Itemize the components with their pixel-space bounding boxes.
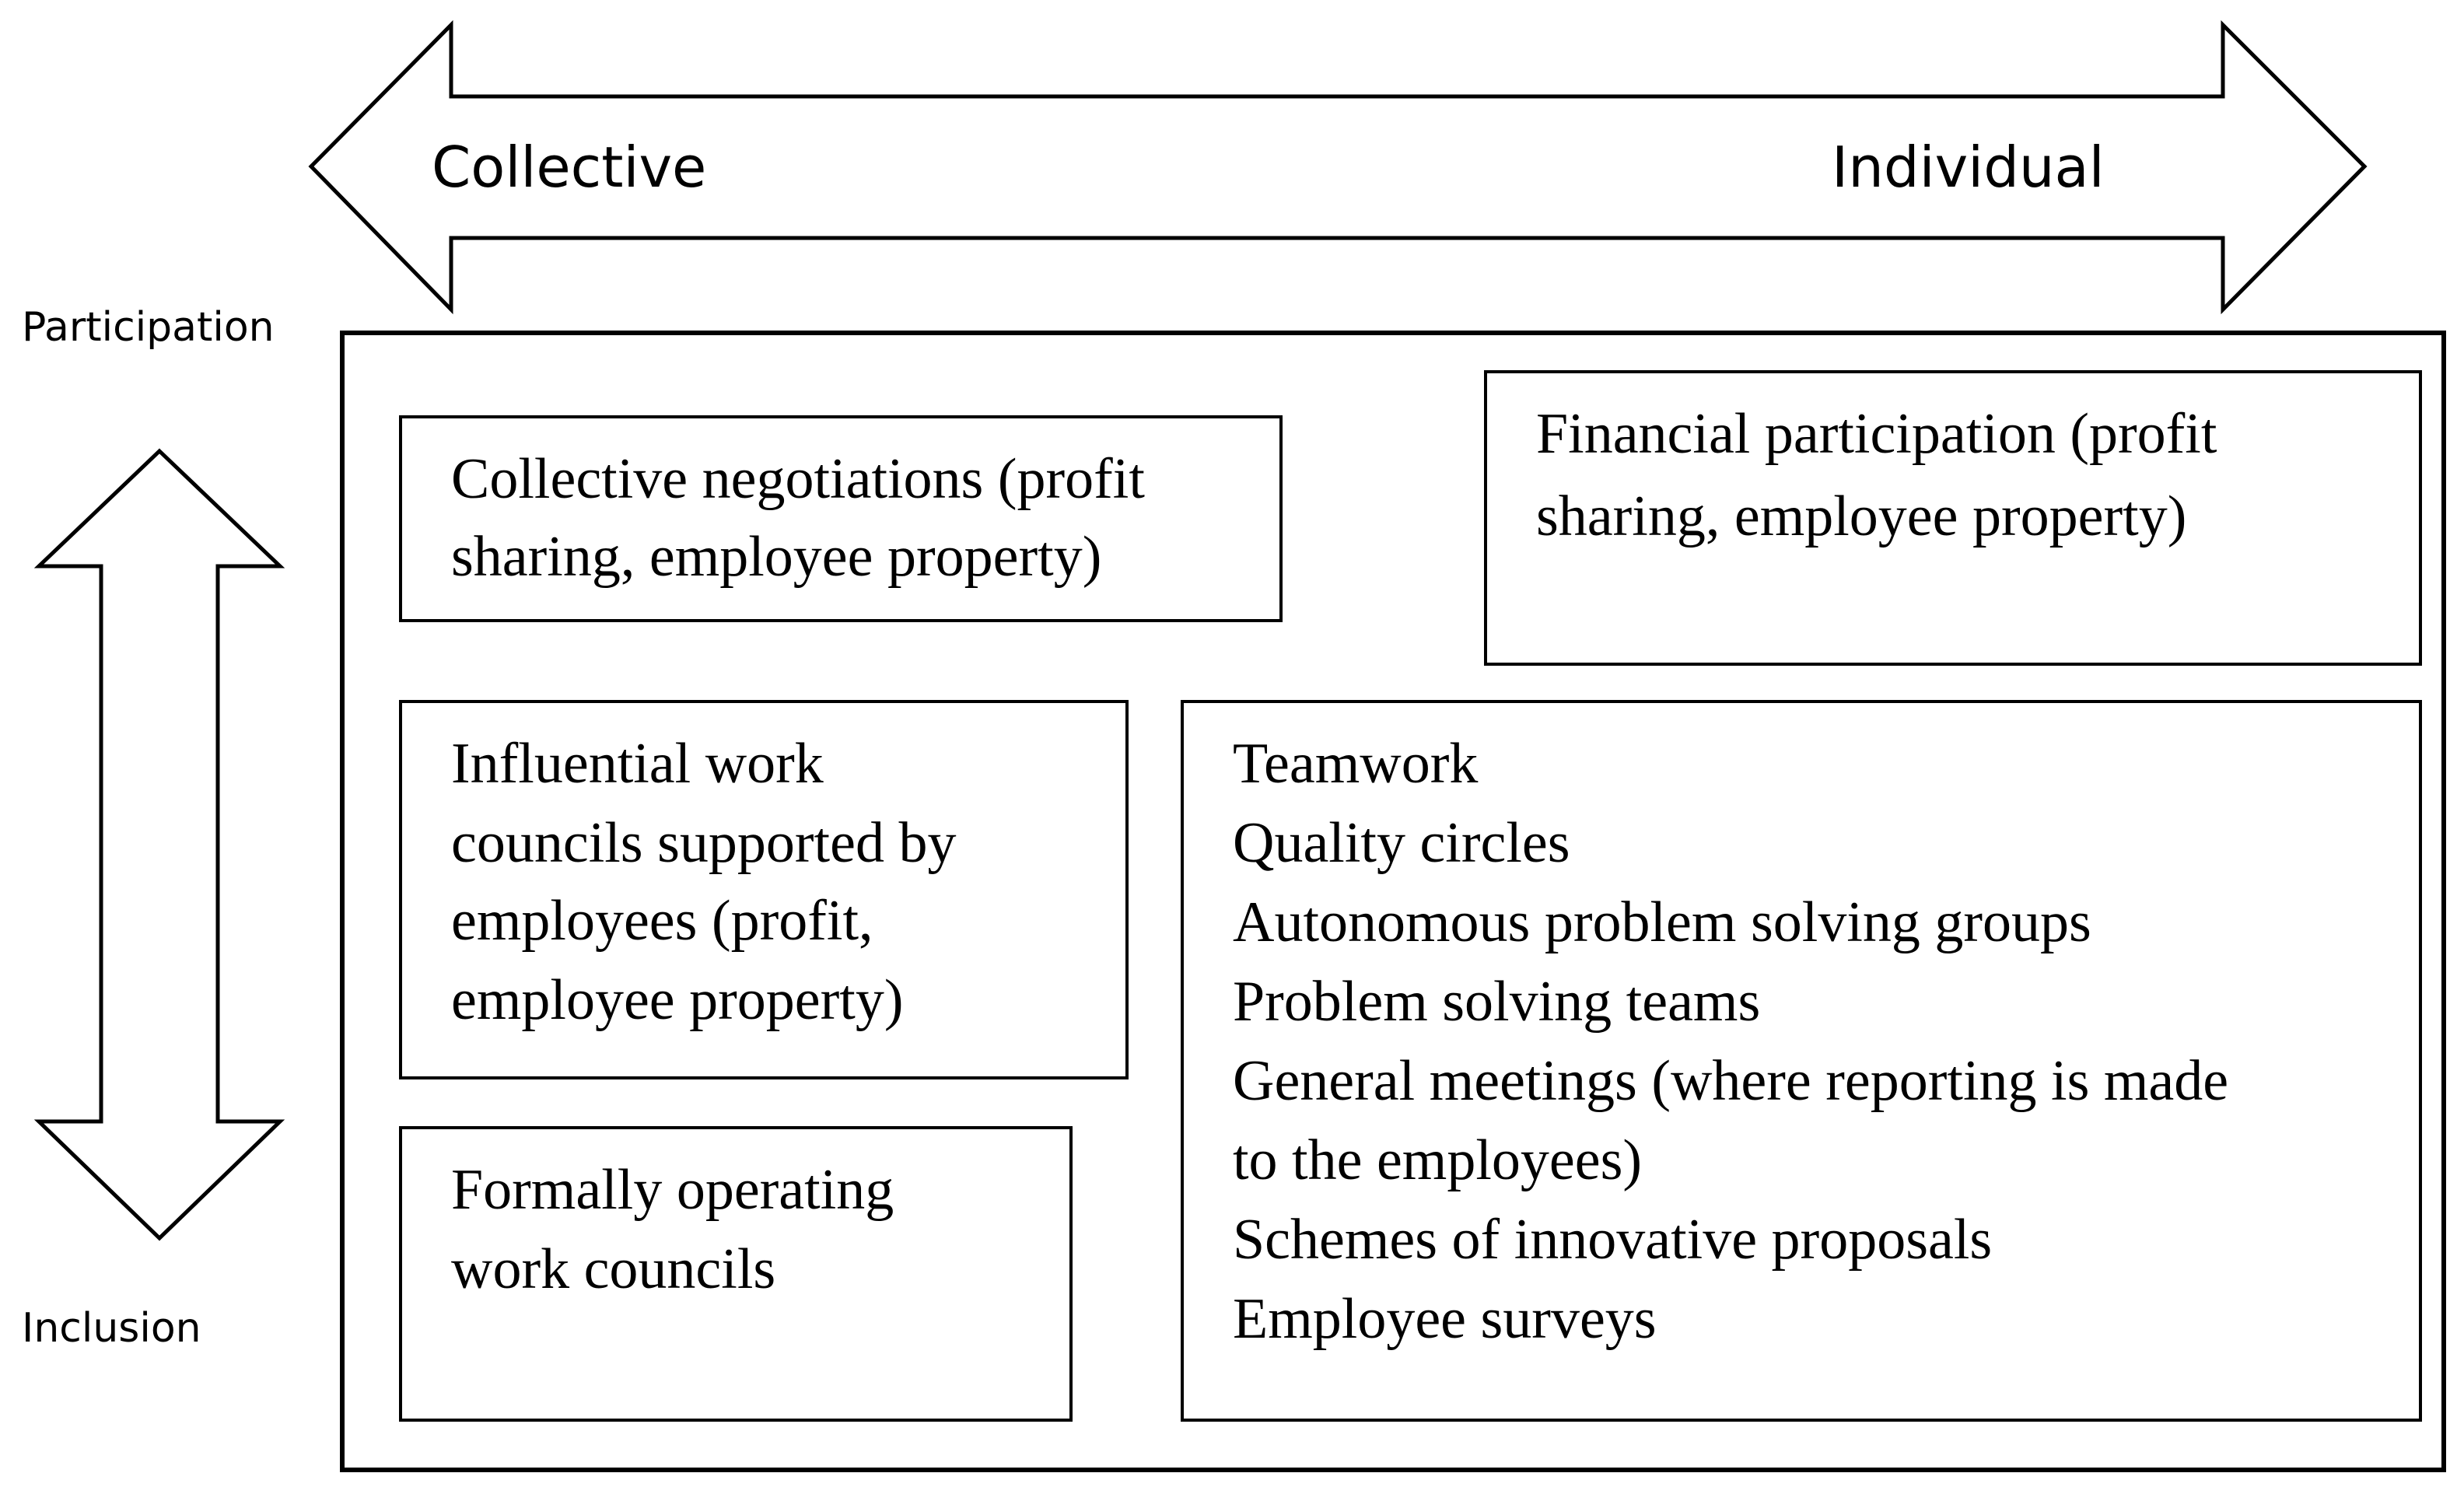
financial-participation-text: Financial participation (profit sharing, employee property): [1536, 402, 2217, 548]
individual-practices-text: Teamwork Quality circles Autonomous problem solving groups Problem solving teams General meetings (where reporting is made to the employees) Schemes of innovative proposals Employee surveys: [1233, 732, 2229, 1351]
collective-label: Collective: [432, 135, 707, 200]
participation-label: Participation: [22, 304, 275, 351]
formal-work-councils-text: Formally operating work councils: [451, 1158, 894, 1301]
inclusion-label: Inclusion: [22, 1305, 201, 1352]
influential-work-councils-text: Influential work councils supported by employees (profit, employee property): [451, 732, 957, 1032]
collective-negotiations-text: Collective negotiations (profit sharing, employee property): [451, 447, 1145, 589]
vertical-double-arrow: [39, 451, 280, 1238]
individual-label: Individual: [1832, 135, 2105, 200]
